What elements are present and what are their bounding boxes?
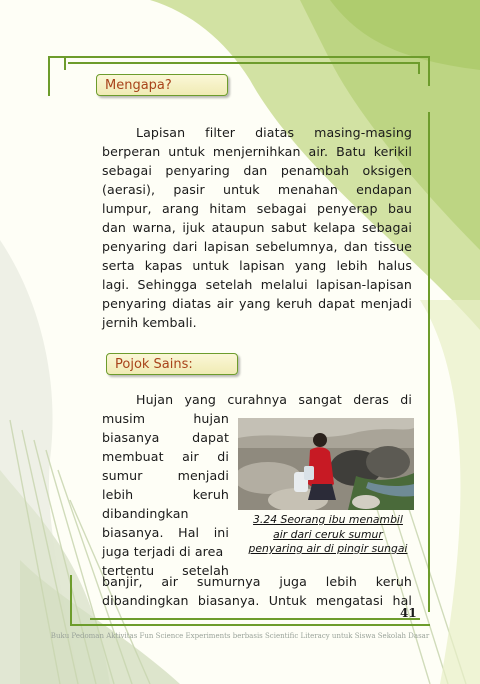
pojok-line: sumur menjadi (102, 468, 229, 483)
mengapa-line: serta kapas untuk lapisan yang lebih halus (102, 258, 412, 273)
pojok-line: membuat air di (102, 449, 229, 464)
frame-right-top-line (428, 56, 430, 86)
caption-line: air dari ceruk sumur (273, 527, 383, 541)
pojok-line: biasanya dapat (102, 430, 229, 445)
caption-line: 3.24 Seorang ibu menambil (253, 513, 403, 526)
pojok-line: tertentu setelah (102, 563, 229, 578)
frame-bottom-line (70, 624, 430, 626)
pojok-bottom-block (102, 572, 412, 610)
mengapa-line: penyaring diatas air yang keruh dapat menjadi (102, 296, 412, 311)
pojok-line: juga terjadi di area (102, 544, 224, 559)
pojok-line: lebih keruh (102, 487, 229, 502)
pojok-first-line-block (102, 390, 412, 409)
frame-right-mid-line (428, 112, 430, 612)
frame-left-bottom-line (70, 575, 72, 626)
frame-right-inner-line (418, 62, 420, 74)
photo-illustration (238, 418, 414, 510)
pojok-line: banjir, air sumurnya juga lebih keruh (102, 574, 412, 589)
mengapa-line: sebagai penyaring dan penambah oksigen (102, 163, 412, 178)
mengapa-paragraph (102, 123, 412, 332)
frame-bottom-inner-line (90, 618, 420, 620)
pojok-line: dibandingkan (102, 506, 189, 521)
mengapa-line: penyaring dari lapisan sebelumnya, dan tissue (102, 239, 412, 254)
pojok-line: musim hujan (102, 411, 229, 426)
mengapa-line: Lapisan filter diatas masing-masing (136, 125, 412, 140)
pojok-sains-heading: Pojok Sains: (106, 353, 238, 375)
frame-left-inner-line (64, 56, 66, 70)
pojok-left-column (102, 409, 229, 580)
pojok-line: Hujan yang curahnya sangat deras di (136, 392, 412, 407)
page-number: 41 (400, 606, 417, 620)
figure-caption (238, 513, 418, 557)
pojok-line: biasanya. Hal ini (102, 525, 229, 540)
footer-book-title: Buku Pedoman Aktivitas Fun Science Experiments berbasis Scientific Literacy untuk Siswa Sekolah Dasar (50, 632, 430, 640)
mengapa-line: jernih kembali. (102, 315, 197, 330)
mengapa-line: berperan untuk menjernihkan air. Batu kerikil (102, 144, 412, 159)
mengapa-line: lumpur, arang hitam sebagai penyerap bau (102, 201, 412, 216)
mengapa-line: dan warna, ijuk ataupun sabut kelapa sebagai (102, 220, 412, 235)
caption-line: penyaring air di pingir sungai (248, 542, 408, 555)
frame-top-inner-line (68, 62, 418, 64)
mengapa-line: (aerasi), pasir untuk menahan endapan (102, 182, 412, 197)
mengapa-line: lagi. Sehingga setelah melalui lapisan-lapisan (102, 277, 412, 292)
frame-left-top-line (48, 56, 50, 96)
mengapa-heading: Mengapa? (96, 74, 228, 96)
figure-photo-woman-fetching-water (238, 418, 414, 510)
frame-top-line (48, 56, 430, 58)
pojok-line: dibandingkan biasanya. Untuk mengatasi hal (102, 593, 412, 608)
